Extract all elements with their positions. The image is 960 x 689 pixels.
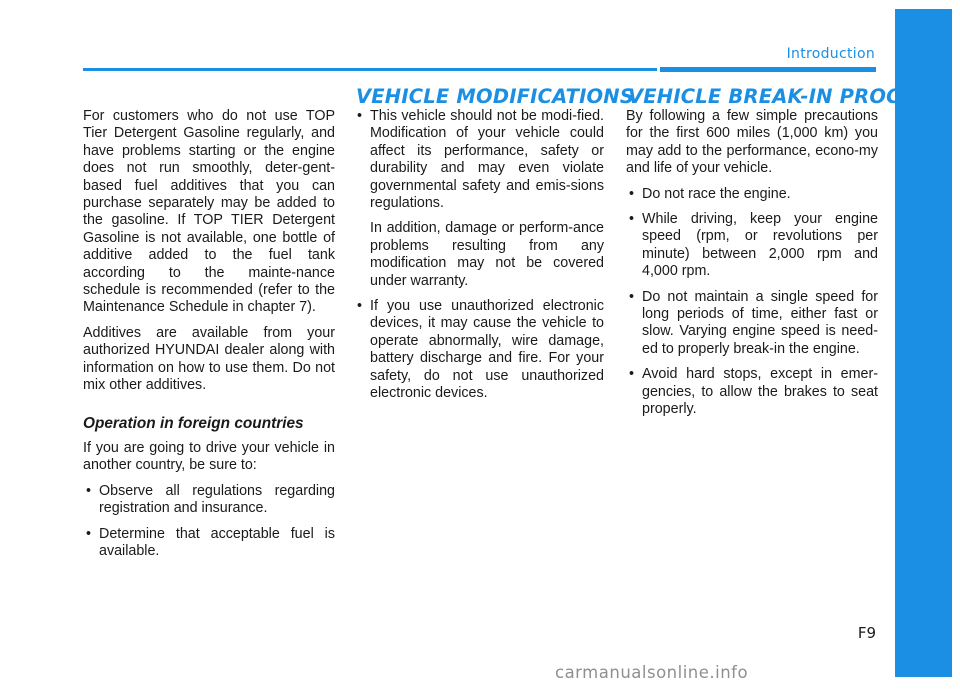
subheading-foreign-countries: Operation in foreign countries [83,414,304,432]
header-rule-accent [660,67,876,72]
list-item: • Observe all regulations regarding registration and insurance. [83,483,335,518]
watermark: carmanualsonline.info [555,663,749,682]
modifications-bullet-list [354,108,604,403]
heading-vehicle-modifications: VEHICLE MODIFICATIONS [356,85,635,108]
list-item: • Avoid hard stops, except in emer-gencies, to allow the brakes to seat properly. [626,366,878,418]
modification-warning-text: This vehicle should not be modi-fied. Modification of your vehicle could affect its performance, safety or durability and may even violate governmental safety and emis-sions regulations. [370,108,604,212]
list-item: • Do not maintain a single speed for long periods of time, either fast or slow. Varying engine speed is need-ed to properly break-in the engine. [626,289,878,359]
foreign-bullet-list [83,483,335,561]
header-rule [83,68,657,71]
paragraph-break-in-intro: By following a few simple precautions for the first 600 miles (1,000 km) you may add to the performance, econo-my and life of your vehicle. [626,108,878,177]
warranty-note: In addition, damage or perform-ance problems resulting from any modification may not be covered under warranty. [370,220,604,289]
column-fuel-additives [83,108,335,568]
list-item [354,108,604,290]
paragraph-dealer: Additives are available from your authorized HYUNDAI dealer along with information on how to use them. Do not mix other additives. [83,324,335,394]
paragraph-foreign-intro: If you are going to drive your vehicle in another country, be sure to: [83,439,335,474]
column-modifications [354,108,604,411]
column-break-in [626,108,878,427]
list-item: • Determine that acceptable fuel is available. [83,526,335,561]
page-number: F9 [857,624,876,642]
list-item: • Do not race the engine. [626,186,878,203]
break-in-bullet-list [626,186,878,419]
paragraph-additives: For customers who do not use TOP Tier Detergent Gasoline regularly, and have problems starting or the engine does not run smoothly, deter-gent-based fuel additives that you can purchase separately may be added to the gasoline. If TOP TIER Detergent Gasoline is not available, one bottle of additive added to the fuel tank according to the mainte-nance schedule is recommended (refer to the Maintenance Schedule in chapter 7). [83,108,335,316]
chapter-side-tab [895,9,952,677]
heading-break-in-process: VEHICLE BREAK-IN PROCESS [628,85,942,108]
list-item: • If you use unauthorized electronic devices, it may cause the vehicle to operate abnormally, wire damage, battery discharge and fire. For your safety, do not use unauthorized electronic devices. [354,298,604,402]
list-item: • While driving, keep your engine speed (rpm, or revolutions per minute) between 2,000 rpm and 4,000 rpm. [626,211,878,281]
section-title: Introduction [786,46,875,62]
